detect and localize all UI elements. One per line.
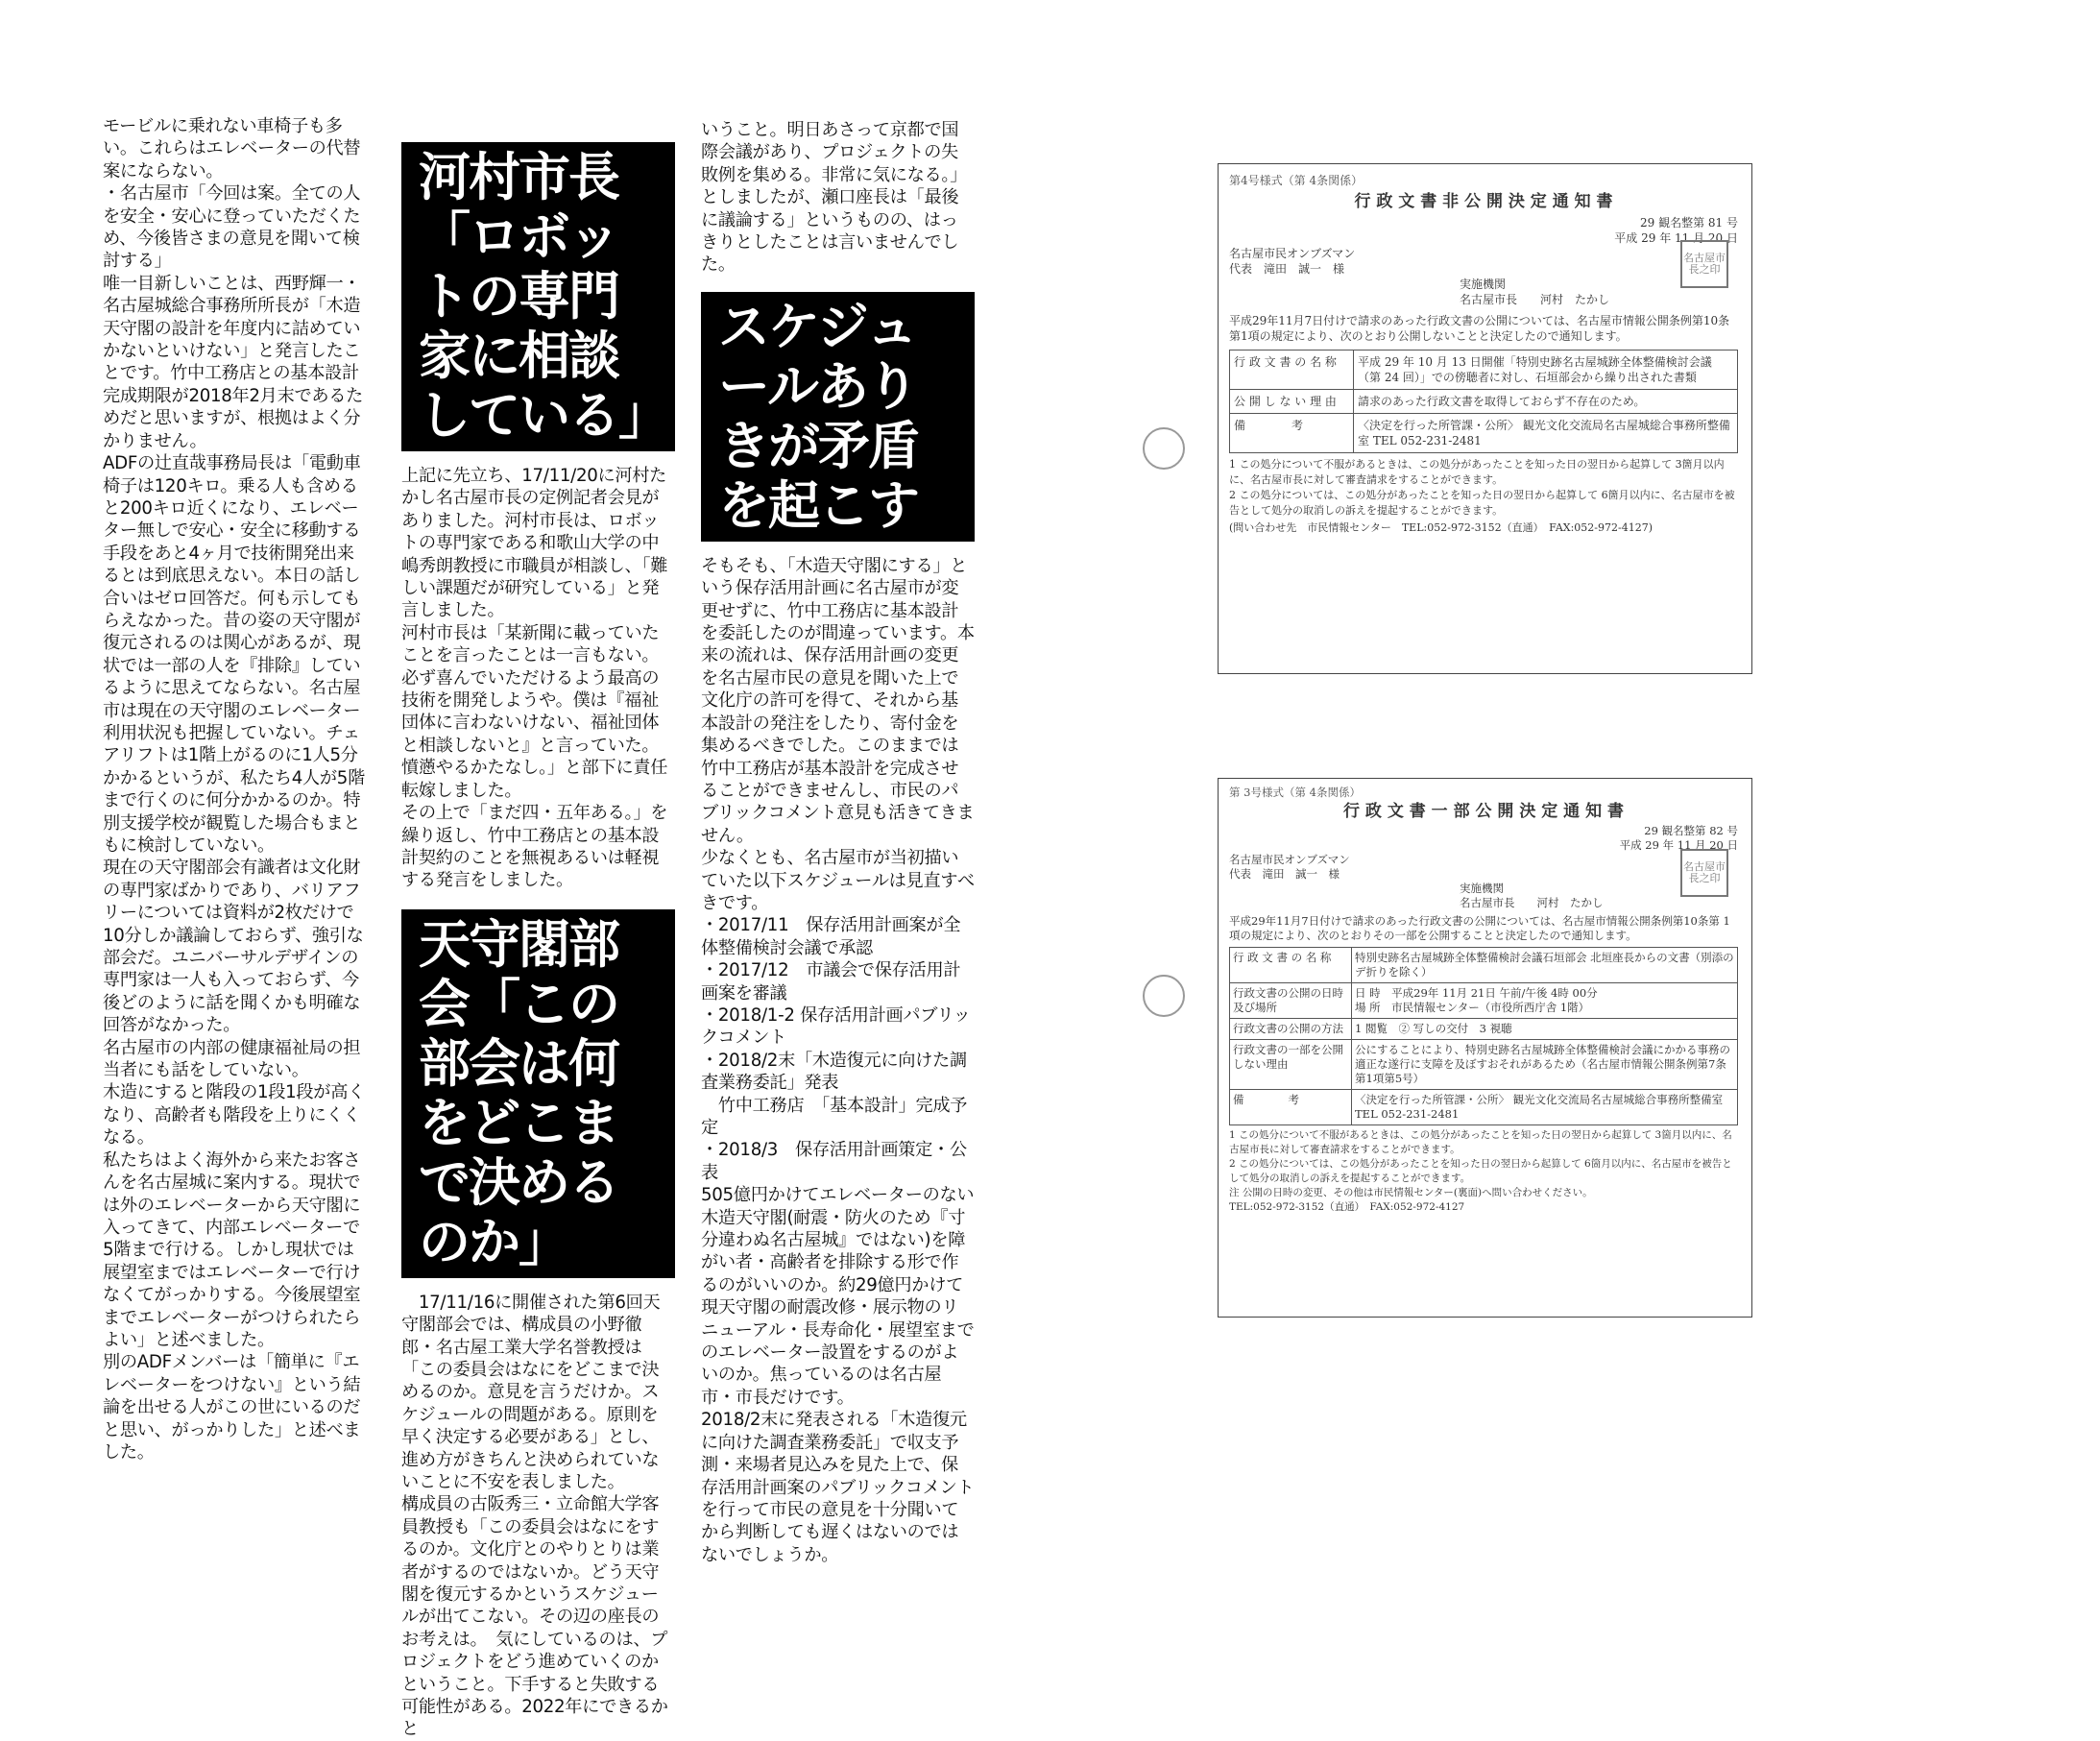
punch-hole-mark-lower [1143,975,1185,1017]
row-label: 行 政 文 書 の 名 称 [1230,351,1354,389]
contact: TEL:052-972-3152（直通） FAX:052-972-4127 [1229,1201,1465,1213]
preamble: 平成29年11月7日付けで請求のあった行政文書の公開については、名古屋市情報公開条例第10条第1項の規定により、次のとおり公開しないことと決定したので通知します。 [1229,314,1730,343]
note: 1 この処分について不服があるときは、この処分があったことを知った日の翌日から起算して 3箇月以内に、名古屋市長に対して審査請求をすることができます。 [1229,1129,1732,1155]
article-column-2 [401,136,675,1741]
doc-number: 29 観名整第 81 号 [1640,216,1738,230]
headline-tenshukaku-bukai: 天守閣部会「この 部会は何をどこま で決めるのか」 [401,909,675,1278]
row-value: 特別史跡名古屋城跡全体整備検討会議石垣部会 北垣座長からの文書（別添のデ折りを除く） [1355,951,1734,979]
row-label: 行政文書の一部を公開しない理由 [1230,1040,1352,1089]
col3-para: 2018/2末に発表される「木造復元に向けた調査業務委託」で収支予測・来場者見込みを見た上で、保存活用計画案のパブリックコメントを行って市民の意見を十分聞いてから判断しても遅くはないのではないでしょうか。 [701,1410,975,1565]
notice-date: 平成 29 年 11 月 20 日 [1619,838,1738,852]
row-label: 公 開 し な い 理 由 [1230,390,1354,413]
col1-para: モービルに乗れない車椅子も多い。これらはエレベーターの代替案にならない。 [103,116,361,181]
preamble: 平成29年11月7日付けで請求のあった行政文書の公開については、名古屋市情報公開条例第10条第 1項の規定により、次のとおりその一部を公開することと決定したので通知します。 [1229,914,1730,942]
notice-partial-disclosure [1200,768,1757,1364]
punch-hole-mark-upper [1143,427,1185,470]
note: 1 この処分について不服があるときは、この処分があったことを知った日の翌日から起算して 3箇月以内に、名古屋市長に対して審査請求をすることができます。 [1229,458,1725,486]
col2-para: 構成員の古阪秀三・立命館大学客員教授も「この委員会はなにをするのか。文化庁とのやりとりは業者がするのではないか。どう天守閣を復元するかというスケジュールが出てこない。その辺の座長のお考えは。 気にしているのは、プロジェクトをどう進めていくのかということ。下手すると失敗する可能性がある。2022年にできるかと [401,1494,668,1740]
col1-para: 唯一目新しいことは、西野輝一・名古屋城総合事務所所長が「木造天守閣の設計を年度内に詰めていかないといけない」と発言したことです。竹中工務店との基本設計完成期限が2018年2月末であるためだと思いますが、根拠はよく分かりません。 [103,273,364,451]
col3-para: 少なくとも、名古屋市が当初描いていた以下スケジュールは見直すべきです。 [701,848,975,913]
schedule-item: ・2018/1-2 保存活用計画パブリックコメント [701,1004,971,1049]
headline-mayor-robot: 河村市長「ロボッ トの専門家に相談 している」 [401,142,675,451]
official-seal: 名古屋市長之印 [1680,240,1728,288]
col3-para: 505億円かけてエレベーターのない木造天守閣(耐震・防火のため『寸分違わぬ名古屋城』ではない)を障がい者・高齢者を排除する形で作るのがいいのか。約29億円かけて現天守閣の耐震改修・展示物のリニューアル・長寿命化・展望室までのエレベーター設置をするのがよいのか。焦っているのは名古屋市・市長だけです。 [701,1185,975,1408]
form-number: 第 3号様式（第 4条関係） [1229,786,1361,799]
row-value: 1 閲覧 ② 写しの交付 3 視聴 [1355,1022,1512,1035]
col1-para: 別のADFメンバーは「簡単に『エレベーターをつけない』という結論を出せる人がこの世にいるのだと思い、がっかりした」と述べました。 [103,1352,361,1463]
form-number: 第4号様式（第 4条関係） [1229,174,1364,187]
col3-para: そもそも、「木造天守閣にする」という保存活用計画に名古屋市が変更せずに、竹中工務店に基本設計を委託したのが間違っています。本来の流れは、保存活用計画の変更を名古屋市民の意見を聞いた上で文化庁の許可を得て、それから基本設計の発注をしたり、寄付金を集めるべきでした。このままでは竹中工務店が基本設計を完成させることができませんし、市民のパブリックコメント意見も活きてきません。 [701,555,975,846]
row-value: 公にすることにより、特別史跡名古屋城跡全体整備検討会議にかかる事務の適正な遂行に支障を及ぼすおそれがあるため（名古屋市情報公開条例第7条第1項第5号） [1355,1043,1730,1085]
doc-number: 29 観名整第 82 号 [1644,824,1738,837]
row-value: 平成 29 年 10 月 13 日開催「特別史跡名古屋城跡全体整備検討会議（第 24 回）」での傍聴者に対し、石垣部会から繰り出された書類 [1358,355,1712,384]
disclosure-date: 日 時 平成29年 11月 21日 午前/午後 4時 00分 [1355,986,1598,1000]
notice-title: 行 政 文 書 非 公 開 決 定 通 知 書 [1354,192,1613,211]
col1-para: 木造にすると階段の1段1段が高くなり、高齢者も階段を上りにくくなる。 [103,1082,365,1149]
agency-label: 実施機関 [1460,278,1507,291]
schedule-item: ・2017/11 保存活用計画案が全体整備検討会議で承認 [701,915,961,958]
article-column-1 [103,115,370,1463]
row-label: 備 考 [1230,414,1354,452]
row-label: 行 政 文 書 の 名 称 [1230,948,1352,982]
representative: 代表 滝田 誠一 様 [1229,867,1340,881]
row-label: 行政文書の公開の方法 [1230,1019,1352,1039]
schedule-list [701,914,975,1184]
schedule-item: ・2017/12 市議会で保存活用計画案を審議 [701,960,961,1003]
col3-para: いうこと。明日あさって京都で国際会議があり、プロジェクトの失敗例を集める。非常に気になる。」としましたが、瀬口座長は「最後に議論する」というものの、はっきりとしたことは言いませんでした。 [701,120,968,276]
agency-label: 実施機関 [1460,882,1504,895]
mayor-name: 名古屋市長 河村 たかし [1460,293,1610,306]
col1-para: ADFの辻直哉事務局長は「電動車椅子は120キロ。乗る人も含めると200キロ近くになり、エレベーター無しで安心・安全に移動する手段をあと4ヶ月で技術開発出来るとは到底思えない。本日の話し合いはゼロ回答だ。何も示してもらえなかった。昔の姿の天守閣が復元されるのは関心があるが、現状では一部の人を『排除』しているように思えてならない。名古屋市は現在の天守閣のエレベーター利用状況も把握していない。チェアリフトは1階上がるのに1人5分かかるというが、私たち4人が5階まで行くのに何分かかるのか。特別支援学校が観覧した場合もまともに検討していない。 [103,453,365,856]
schedule-item: ・2018/3 保存活用計画策定・公表 [701,1140,967,1183]
note: 注 公開の日時の変更、その他は市民情報センター(裏面)へ問い合わせください。 [1229,1187,1593,1198]
representative: 代表 滝田 誠一 様 [1229,262,1345,276]
row-label: 行政文書の公開の日時及び場所 [1230,983,1352,1018]
official-seal: 名古屋市長之印 [1680,849,1728,897]
note: 2 この処分については、この処分があったことを知った日の翌日から起算して 6箇月以内に、名古屋市を被告として処分の取消しの訴えを提起することができます。 [1229,1158,1732,1184]
article-column-3 [701,119,975,1566]
disclosure-place: 場 所 市民情報センター（市役所西庁舎 1階） [1355,1001,1590,1014]
notice-non-disclosure [1200,154,1757,730]
row-value: 請求のあった行政文書を取得しておらず不存在のため。 [1358,395,1646,408]
notice-title: 行 政 文 書 一 部 公 開 決 定 通 知 書 [1342,802,1625,821]
row-value: 〈決定を行った所管課・公所〉 観光文化交流局名古屋城総合事務所整備室 TEL 052-231-2481 [1358,419,1730,447]
addressee: 名古屋市民オンブズマン [1229,247,1356,260]
col2-para: 河村市長は「某新聞に載っていたことを言ったことは一言もない。必ず喜んでいただけるよう最高の技術を開発しようや。僕は『福祉団体に言わないけない、福祉団体と相談しないと』と言っていた。憤懣やるかたなし。」と部下に責任転嫁しました。 [401,622,668,801]
notice-date: 平成 29 年 11 月 20 日 [1614,231,1738,245]
col1-para: 現在の天守閣部会有識者は文化財の専門家ばかりであり、バリアフリーについては資料が2枚だけで10分しか議論しておらず、強引な部会だ。ユニバーサルデザインの専門家は一人も入っておらず、今後どのように話を聞くかも明確な回答がなかった。 [103,858,364,1036]
schedule-item: 竹中工務店 「基本設計」完成予定 [701,1095,968,1138]
mayor-name: 名古屋市長 河村 たかし [1460,896,1604,909]
col2-para: 上記に先立ち、17/11/20に河村たかし名古屋市長の定例記者会見がありました。河村市長は、ロボットの専門家である和歌山大学の中嶋秀朗教授に市職員が相談し、「難しい課題だが研究している」と発言しました。 [401,466,668,621]
schedule-item: ・2018/2末「木造復元に向けた調査業務委託」発表 [701,1050,967,1094]
col2-para: その上で「まだ四・五年ある。」を繰り返し、竹中工務店との基本設計契約のことを無視あるいは軽視する発言をしました。 [401,803,668,891]
col2-para: 17/11/16に開催された第6回天守閣部会では、構成員の小野徹郎・名古屋工業大学名誉教授は「この委員会はなにをどこまで決めるのか。意見を言うだけか。スケジュールの問題がある。原則を早く決定する必要がある」とし、進め方がきちんと決められていないことに不安を表しました。 [401,1292,661,1492]
addressee: 名古屋市民オンブズマン [1229,853,1350,866]
contact: (問い合わせ先 市民情報センター TEL:052-972-3152（直通） FAX:052-972-4127) [1229,521,1653,534]
headline-schedule: スケジュールあり きが矛盾を起こす [701,292,975,542]
col1-para: 私たちはよく海外から来たお客さんを名古屋城に案内する。現状では外のエレベーターから天守閣に入ってきて、内部エレベーターで5階まで行ける。しかし現状では展望室まではエレベーターで行けなくてがっかりする。今後展望室までエレベーターがつけられたらよい」と述べました。 [103,1149,361,1350]
row-label: 備 考 [1230,1090,1352,1124]
col1-para: ・名古屋市「今回は案。全ての人を安全・安心に登っていただくため、今後皆さまの意見を聞いて検討する」 [103,183,361,272]
col1-para: 名古屋市の内部の健康福祉局の担当者にも話をしていない。 [103,1037,361,1081]
row-value: 〈決定を行った所管課・公所〉 観光文化交流局名古屋城総合事務所整備室 TEL 052-231-2481 [1355,1093,1724,1121]
note: 2 この処分については、この処分があったことを知った日の翌日から起算して 6箇月以内に、名古屋市を被告として処分の取消しの訴えを提起することができます。 [1229,489,1735,517]
